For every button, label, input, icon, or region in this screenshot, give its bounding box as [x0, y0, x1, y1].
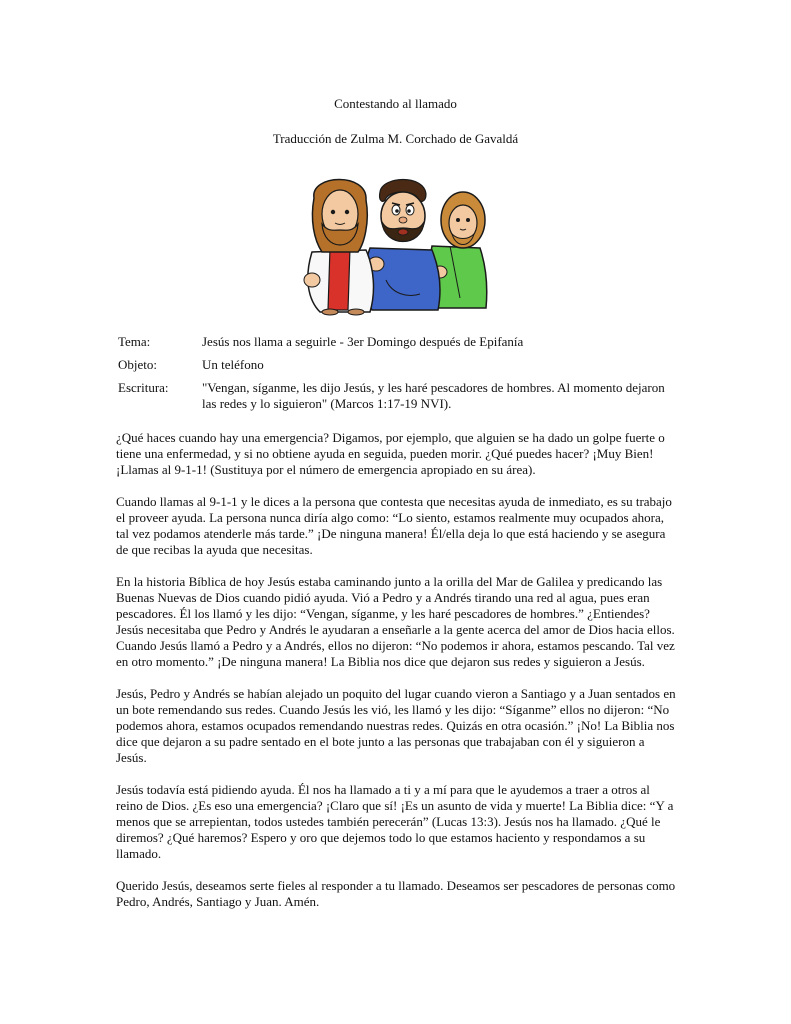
meta-label: Tema: — [118, 334, 151, 349]
meta-row-objeto — [118, 357, 678, 373]
body-paragraph: Jesús, Pedro y Andrés se habían alejado un poquito del lugar cuando vieron a Santiago y a Juan sentados en un bote remendando sus redes. Cuando Jesús les vió, les llamó y les dijo: “Síganme” ellos no dijeron: “No podemos ahora, estamos ocupados remendando nuestras redes. Quizás en otra ocasión.” ¡No! La Biblia nos dice que dejaron a su padre sentado en el bote junto a las personas que trabajaban con él y siguieron a Jesús. — [116, 686, 676, 765]
meta-label: Escritura: — [118, 380, 169, 395]
closing-prayer: Querido Jesús, deseamos serte fieles al responder a tu llamado. Deseamos ser pescadores de personas como Pedro, Andrés, Santiago y Juan. Amén. — [116, 878, 676, 909]
meta-value: Un teléfono — [202, 357, 264, 372]
sermon-body — [116, 430, 678, 926]
body-paragraph: ¿Qué haces cuando hay una emergencia? Digamos, por ejemplo, que alguien se ha dado un golpe fuerte o tiene una enfermedad, y si no obtiene ayuda en seguida, pueden morir. ¿Qué puedes hacer? ¡Muy Bien! ¡Llamas al 9-1-1! (Sustituya por el número de emergencia apropiado en su área). — [116, 430, 665, 477]
meta-value: Jesús nos llama a seguirle - 3er Domingo después de Epifanía — [202, 334, 524, 349]
meta-label: Objeto: — [118, 357, 157, 372]
jesus-figure — [304, 180, 373, 316]
body-paragraph: En la historia Bíblica de hoy Jesús estaba caminando junto a la orilla del Mar de Galilea y predicando las Buenas Nuevas de Dios cuando pidió ayuda. Vió a Pedro y a Andrés tirando una red al agua, pues eran pescadores. Él los llamó y les dijo: “Vengan, síganme, y les haré pescadores de hombres.” ¿Entiendes? Jesús necesitaba que Pedro y Andrés le ayudaran a enseñarle a la gente acerca del amor de Dios hacia ellos. Cuando Jesús llamó a Pedro y a Andrés, ellos no dijeron: “No podemos ir ahora, estamos pescando. Tal vez en otro momento.” ¡De ninguna manera! La Biblia nos dice que dejaron sus redes y siguieron a Jesús. — [116, 574, 675, 669]
andres-figure — [364, 180, 440, 311]
disciples-illustration — [300, 168, 496, 316]
meta-row-tema — [118, 334, 678, 350]
body-paragraph: Jesús todavía está pidiendo ayuda. Él nos ha llamado a ti y a mí para que le ayudemos a traer a otros al reino de Dios. ¿Es eso una emergencia? ¡Claro que sí! ¡Es un asunto de vida y muerte! La Biblia dice: “Y a menos que se arrepientan, todos ustedes también perecerán” (Lucas 13:3). Jesús nos ha llamado. ¿Qué le diremos? ¿Qué haremos? Espero y oro que dejemos todo lo que estamos haciento y respondamos a su llamado. — [116, 782, 674, 861]
page-title: Contestando al llamado — [334, 96, 457, 111]
page-subtitle: Traducción de Zulma M. Corchado de Gavaldá — [272, 131, 519, 146]
meta-value: "Vengan, síganme, les dijo Jesús, y les haré pescadores de hombres. Al momento dejaron las redes y lo siguieron" (Marcos 1:17-19 NVI). — [202, 380, 665, 411]
body-paragraph: Cuando llamas al 9-1-1 y le dices a la persona que contesta que necesitas ayuda de inmediato, es su trabajo el proveer ayuda. La persona nunca diría algo como: “Lo siento, estamos realmente muy ocupados ahora, tal vez podamos atenderle más tarde.” ¡De ninguna manera! Él/ella deja lo que está haciendo y se asegura de que recibas la ayuda que necesitas. — [116, 494, 672, 557]
meta-row-escritura — [118, 380, 678, 412]
lesson-metadata — [118, 334, 678, 419]
